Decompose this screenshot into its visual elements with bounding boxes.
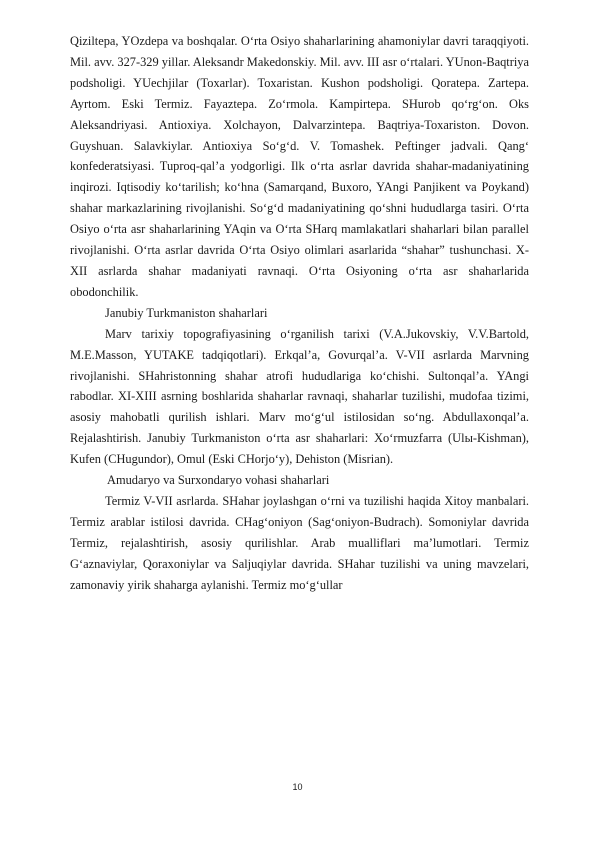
paragraph-termez: Termiz V-VII asrlarda. SHahar joylashgan o‘rni va tuzilishi haqida Xitoy manbalari. Termiz arablar istilosi davrida. CHag‘oniyon (Sag‘oniyon-Budrach). Somoniylar davrida Termiz, rejalashtirish, asosiy qurilishlar. Arab mualliflari ma’lumotlari. Termiz G‘aznaviylar, Qoraxoniylar va Saljuqiylar davrida. SHahar tuzilishi va uning mavzelari, zamonaviy yirik shaharga aylanishi. Termiz mo‘g‘ullar: [70, 493, 529, 592]
document-page: [70, 31, 529, 595]
section-heading-south-turkmenistan: Janubiy Turkmaniston shaharlari: [105, 305, 268, 320]
page-number: 10: [292, 782, 303, 792]
paragraph-historical-overview: Qiziltepa, YOzdepa va boshqalar. O‘rta Osiyo shaharlarining ahamoniylar davri taraqqiyoti. Mil. avv. 327-329 yillar. Aleksandr Makedonskiy. Mil. avv. III asr o‘rtalari. YUnon-Baqtriya podsholigi. YUechjilar (Toxarlar). Toxaristan. Kushon podsholigi. Qoratepa. Zartepa. Ayrtom. Eski Termiz. Fayaztepa. Zo‘rmola. Kampirtepa. SHurob qo‘rg‘on. Oks Aleksandriyasi. Antioxiya. Xolchayon, Dalvarzintepa. Baqtriya-Toxariston. Dovon. Guyshuan. Salavkiylar. Antioxiya So‘g‘d. V. Tomashek. Peftinger jadvali. Qang‘ konfederatsiyasi. Tuproq-qal’a yodgorligi. Ilk o‘rta asrlar davrida shahar-madaniyatining inqirozi. Iqtisodiy ko‘tarilish; ko‘hna (Samarqand, Buxoro, YAngi Panjikent va Poykand) shahar markazlarining rivojlanishi. So‘g‘d madaniyatining qo‘shni hududlarga tasiri. O‘rta Osiyo o‘rta asr shaharlarining YAqin va O‘rta SHarq mamlakatlari shaharlari bilan parallel rivojlanishi. O‘rta asrlar davrida O‘rta Osiyo olimlari asarlarida “shahar” tushunchasi. X-XII asrlarda shahar madaniyati ravnaqi. O‘rta Osiyoning o‘rta asr shaharlarida obodonchilik.: [70, 34, 529, 299]
section-heading-amudarya-surkhandarya: Amudaryo va Surxondaryo vohasi shaharlari: [107, 473, 330, 488]
paragraph-merv-topography: Marv tarixiy topografiyasining o‘rganilish tarixi (V.A.Jukovskiy, V.V.Bartold, M.E.Masson, YUTAKE tadqiqotlari). Erkqal’a, Govurqal’a. V-VII asrlarda Marvning rivojlanishi. SHahristonning shahar atrofi hududlariga ko‘chishi. Sultonqal’a. YAngi rabodlar. XI-XIII asrning boshlarida shaharlar ravnaqi, shaharlar tuzilishi, mudofaa tizimi, asosiy mahobatli qurilish ishlari. Marv mo‘g‘ul istilosidan so‘ng. Abdullaxonqal’a. Rejalashtirish. Janubiy Turkmaniston o‘rta asr shaharlari: Xo‘rmuzfarra (Ulы-Kishman), Kufen (CHugundor), Omul (Eski CHorjo‘y), Dehiston (Misrian).: [70, 326, 529, 467]
